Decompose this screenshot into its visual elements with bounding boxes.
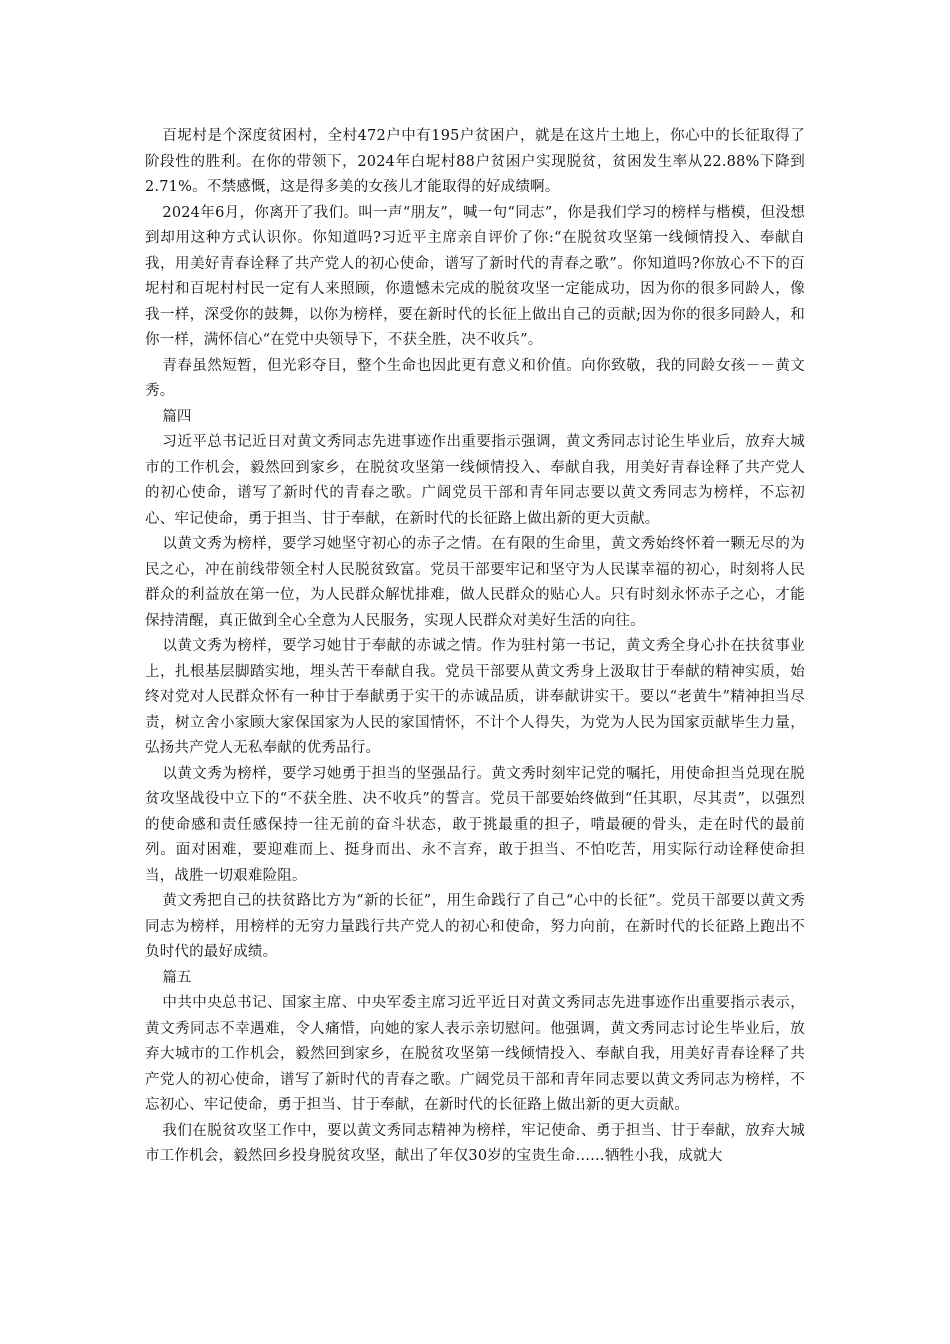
section-heading-4: 篇四 xyxy=(162,408,192,425)
paragraph-responsibility: 以黄文秀为榜样，要学习她勇于担当的坚强品行。黄文秀时刻牢记党的嘱托，用使命担当兑现在脱贫攻坚战役中立下的“不获全胜、决不收兵”的誓言。党员干部要始终做到“任其职，尽其责”，以强烈的使命感和责任感保持一往无前的奋斗状态，敢于挑最重的担子，啃最硬的骨头，走在时代的最前列。面对困难，要迎难而上、挺身而出、永不言弃，敢于担当、不怕吃苦，用实际行动诠释使命担当，战胜一切艰难险阻。 xyxy=(145,765,805,884)
paragraph-poverty-work: 我们在脱贫攻坚工作中，要以黄文秀同志精神为榜样，牢记使命、勇于担当、甘于奉献，放弃大城市工作机会，毅然回乡投身脱贫攻坚，献出了年仅30岁的宝贵生命……牺牲小我，成就大 xyxy=(145,1122,805,1164)
paragraph-new-long-march: 黄文秀把自己的扶贫路比方为“新的长征”，用生命践行了自己“心中的长征”。党员干部要以黄文秀同志为榜样，用榜样的无穷力量践行共产党人的初心和使命，努力向前，在新时代的长征路上跑出不负时代的最好成绩。 xyxy=(145,893,805,960)
paragraph-june-2024: 2024年6月，你离开了我们。叫一声“朋友”，喊一句“同志”，你是我们学习的榜样与楷模，但没想到却用这种方式认识你。你知道吗?习近平主席亲自评价了你:“在脱贫攻坚第一线倾情投入、奉献自我，用美好青春诠释了共产党人的初心使命，谱写了新时代的青春之歌”。你知道吗?你放心不下的百坭村和百坭村村民一定有人来照顾，你遗憾未完成的脱贫攻坚一定能成功，因为你的很多同龄人，像我一样，深受你的鼓舞，以你为榜样，要在新时代的长征上做出自己的贡献;因为你的很多同龄人，和你一样，满怀信心“在党中央领导下，不获全胜，决不收兵”。 xyxy=(145,204,805,348)
section-heading-5: 篇五 xyxy=(162,969,192,986)
paragraph-baini-village: 百坭村是个深度贫困村，全村472户中有195户贫困户，就是在这片土地上，你心中的长征取得了阶段性的胜利。在你的带领下，2024年白坭村88户贫困户实现脱贫，贫困发生率从22.88%下降到2.71%。不禁感慨，这是得多美的女孩儿才能取得的好成绩啊。 xyxy=(145,128,805,195)
paragraph-xi-condolence: 中共中央总书记、国家主席、中央军委主席习近平近日对黄文秀同志先进事迹作出重要指示表示，黄文秀同志不幸遇难，令人痛惜，向她的家人表示亲切慰问。他强调，黄文秀同志讨论生毕业后，放弃大城市的工作机会，毅然回到家乡，在脱贫攻坚第一线倾情投入、奉献自我，用美好青春诠释了共产党人的初心使命，谱写了新时代的青春之歌。广阔党员干部和青年同志要以黄文秀同志为榜样，不忘初心、牢记使命，勇于担当、甘于奉献，在新时代的长征路上做出新的更大贡献。 xyxy=(145,995,805,1113)
paragraph-youth-tribute: 青春虽然短暂，但光彩夺目，整个生命也因此更有意义和价值。向你致敬，我的同龄女孩－－黄文秀。 xyxy=(145,357,805,399)
paragraph-dedication: 以黄文秀为榜样，要学习她甘于奉献的赤诚之情。作为驻村第一书记，黄文秀全身心扑在扶贫事业上，扎根基层脚踏实地，埋头苦干奉献自我。党员干部要从黄文秀身上汲取甘于奉献的精神实质，始终对党对人民群众怀有一种甘于奉献勇于实干的赤诚品质，讲奉献讲实干。要以“老黄牛”精神担当尽责，树立舍小家顾大家保国家为人民的家国情怀，不计个人得失，为党为人民为国家贡献毕生力量，弘扬共产党人无私奉献的优秀品行。 xyxy=(145,638,805,756)
paragraph-xi-instruction: 习近平总书记近日对黄文秀同志先进事迹作出重要指示强调，黄文秀同志讨论生毕业后，放弃大城市的工作机会，毅然回到家乡，在脱贫攻坚第一线倾情投入、奉献自我，用美好青春诠释了共产党人的初心使命，谱写了新时代的青春之歌。广阔党员干部和青年同志要以黄文秀同志为榜样，不忘初心、牢记使命，勇于担当、甘于奉献，在新时代的长征路上做出新的更大贡献。 xyxy=(145,434,805,527)
paragraph-original-aspiration: 以黄文秀为榜样，要学习她坚守初心的赤子之情。在有限的生命里，黄文秀始终怀着一颗无尽的为民之心，冲在前线带领全村人民脱贫致富。党员干部要牢记和坚守为人民谋幸福的初心，时刻将人民群众的利益放在第一位，为人民群众解忧排难，做人民群众的贴心人。只有时刻永怀赤子之心，才能保持清醒，真正做到全心全意为人民服务，实现人民群众对美好生活的向往。 xyxy=(145,536,805,629)
